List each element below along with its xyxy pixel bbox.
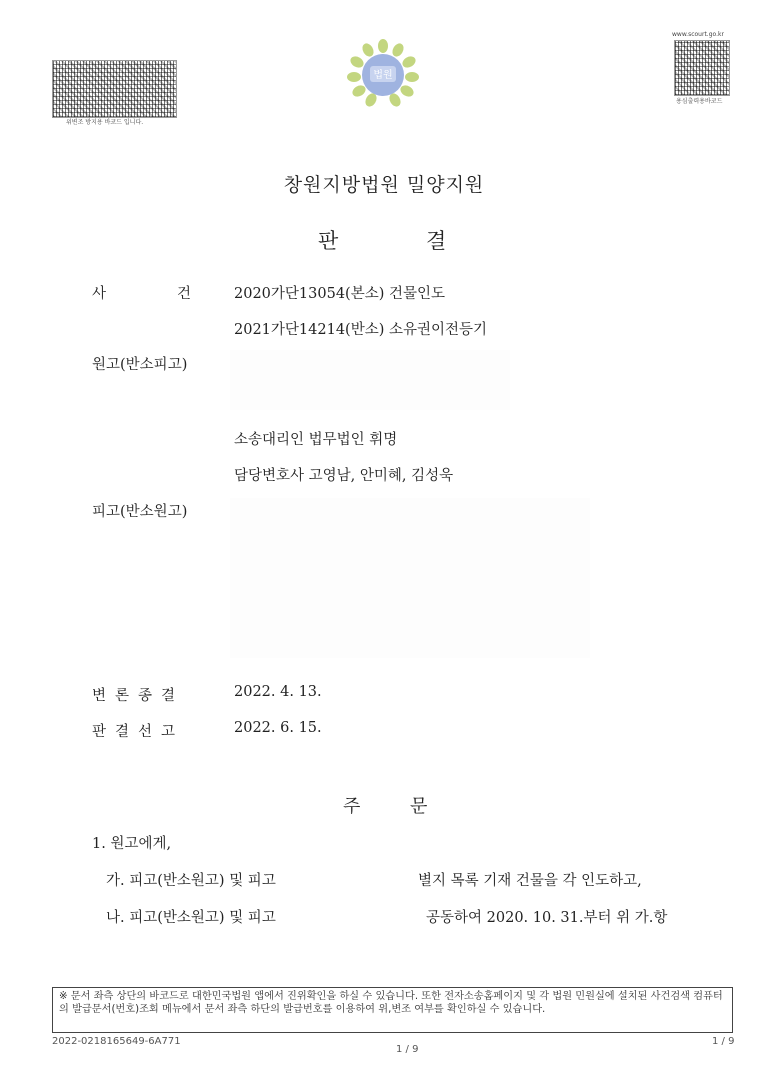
order-item-b-left: 나. 피고(반소원고) 및 피고 <box>106 910 276 926</box>
verification-notice: ※ 문서 좌측 상단의 바코드로 대한민국법원 앱에서 진위확인을 하실 수 있습니다. 또한 전자소송홈페이지 및 각 법원 민원실에 설치된 사건검색 컴퓨터의 발급문서(번호)조회 메뉴에서 문서 좌측 하단의 발급번호를 이용하여 위,변조 여부를 확인하실 수 있습니다. <box>52 987 733 1033</box>
judgment-date: 2022. 6. 15. <box>234 720 322 736</box>
page-number-center: 1 / 9 <box>396 1044 419 1055</box>
authenticity-barcode <box>52 60 177 118</box>
order-item-a-left: 가. 피고(반소원고) 및 피고 <box>106 873 276 889</box>
document-title-right: 결 <box>426 229 447 253</box>
case-label: 사 건 <box>92 286 206 302</box>
agent-line-1: 소송대리인 법무법인 휘명 <box>234 432 398 448</box>
redacted-plaintiff <box>230 350 510 410</box>
order-title-right: 문 <box>410 796 428 817</box>
barcode-caption: 위변조 방지용 바코드 입니다. <box>66 119 144 126</box>
court-name: 창원지방법원 밀양지원 <box>283 174 485 196</box>
order-item-a-right: 별지 목록 기재 건물을 각 인도하고, <box>418 873 642 889</box>
court-url: www.scourt.go.kr <box>672 31 724 38</box>
print-barcode <box>674 40 730 96</box>
document-number: 2022-0218165649-6A771 <box>52 1036 181 1047</box>
page-number-right: 1 / 9 <box>712 1036 735 1047</box>
order-item-1: 1. 원고에게, <box>92 836 172 852</box>
case-line-2: 2021가단14214(반소) 소유권이전등기 <box>234 322 488 338</box>
judgment-label: 판결선고 <box>92 724 185 740</box>
order-item-b-right: 공동하여 2020. 10. 31.부터 위 가.항 <box>426 910 668 926</box>
defendant-label: 피고(반소원고) <box>92 504 188 520</box>
document-title-left: 판 <box>318 229 339 253</box>
plaintiff-label: 원고(반소피고) <box>92 357 188 373</box>
order-title-left: 주 <box>343 796 361 817</box>
redacted-defendant <box>230 498 590 658</box>
emblem-label: 법원 <box>373 70 393 81</box>
closing-label: 변론종결 <box>92 688 185 704</box>
print-barcode-caption: 용심출력용바코드 <box>676 98 723 105</box>
case-line-1: 2020가단13054(본소) 건물인도 <box>234 286 446 302</box>
closing-date: 2022. 4. 13. <box>234 684 322 700</box>
agent-line-2: 담당변호사 고영남, 안미혜, 김성욱 <box>234 468 454 484</box>
